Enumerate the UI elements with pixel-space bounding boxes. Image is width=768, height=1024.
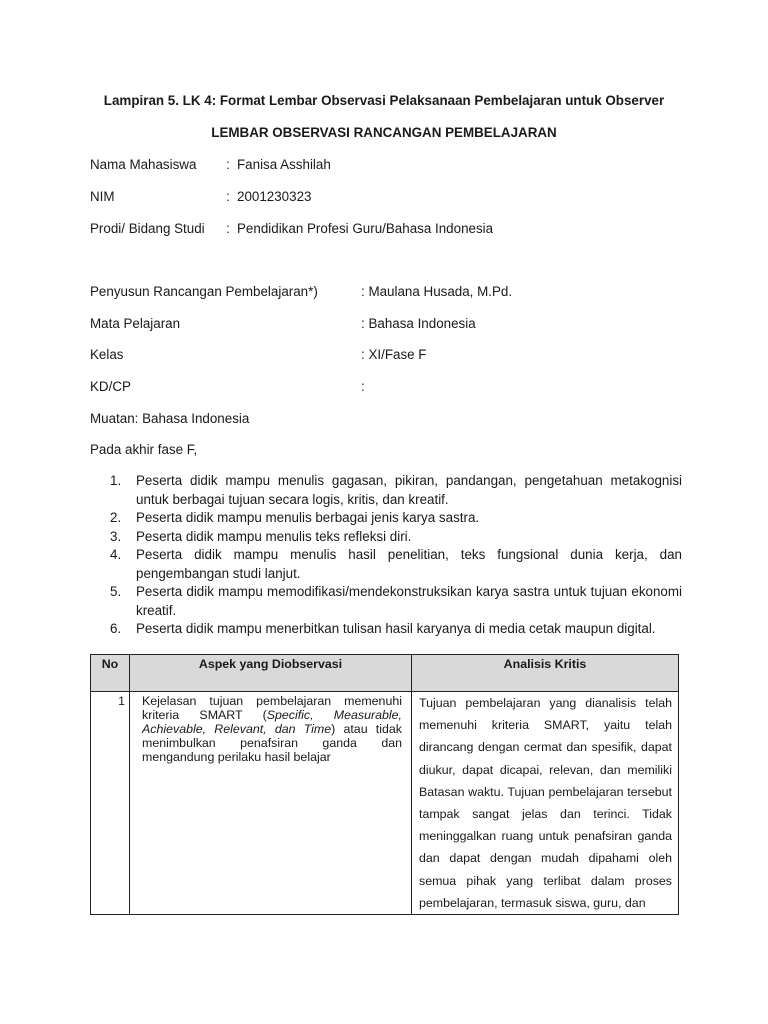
document-heading: Lampiran 5. LK 4: Format Lembar Observasi Pelaksanaan Pembelajaran untuk Observer xyxy=(103,93,665,108)
content-line: Muatan: Bahasa Indonesia xyxy=(90,411,250,426)
list-item xyxy=(110,620,682,639)
colon: : xyxy=(226,157,230,172)
subject-value: : Bahasa Indonesia xyxy=(361,316,476,331)
column-header-no: No xyxy=(91,655,130,692)
list-number: 3. xyxy=(110,528,122,544)
prodi-value: Pendidikan Profesi Guru/Bahasa Indonesia xyxy=(237,221,494,236)
student-name-label: Nama Mahasiswa xyxy=(90,157,197,172)
list-number: 1. xyxy=(110,473,122,488)
outcomes-list xyxy=(110,472,682,639)
author-label: Penyusun Rancangan Pembelajaran*) xyxy=(90,284,318,299)
class-value: : XI/Fase F xyxy=(361,347,427,362)
list-item xyxy=(110,509,682,528)
prodi-label: Prodi/ Bidang Studi xyxy=(90,221,205,236)
form-title: LEMBAR OBSERVASI RANCANGAN PEMBELAJARAN xyxy=(211,125,557,140)
nim-label: NIM xyxy=(90,189,115,204)
list-item xyxy=(110,546,682,583)
colon: : xyxy=(226,221,230,236)
list-number: 6. xyxy=(110,621,122,636)
list-number: 5. xyxy=(110,584,122,599)
list-text: Peserta didik mampu menulis hasil penelitian, teks fungsional dunia kerja, dan pengembangan studi lanjut. xyxy=(136,547,682,581)
list-item xyxy=(110,583,682,620)
phase-intro: Pada akhir fase F, xyxy=(90,442,198,457)
colon: : xyxy=(226,189,230,204)
kdcp-value: : xyxy=(361,379,365,394)
row-number: 1 xyxy=(91,692,130,915)
observation-table xyxy=(90,654,679,915)
critical-analysis: Tujuan pembelajaran yang dianalisis telah memenuhi kriteria SMART, yaitu telah dirancang dengan cermat dan spesifik, dapat diukur, dapat dicapai, relevan, dan memiliki Batasan waktu. Tujuan pembelajaran tersebut tampak sangat jelas dan terinci. Tidak meninggalkan ruang untuk penafsiran ganda dan dapat dengan mudah dipahami oleh semua pihak yang terlibat dalam proses pembelajaran, termasuk siswa, guru, dan xyxy=(412,692,679,915)
list-text: Peserta didik mampu menulis teks refleksi diri. xyxy=(136,528,412,544)
list-item xyxy=(110,528,682,547)
list-number: 2. xyxy=(110,510,122,525)
aspect-text: Kejelasan tujuan pembelajaran memenuhi kriteria SMART ( xyxy=(142,694,402,722)
class-label: Kelas xyxy=(90,347,124,362)
column-header-analysis: Analisis Kritis xyxy=(412,655,679,692)
list-number: 4. xyxy=(110,547,122,562)
list-text: Peserta didik mampu menerbitkan tulisan hasil karyanya di media cetak maupun digital. xyxy=(136,621,656,636)
kdcp-label: KD/CP xyxy=(90,379,131,394)
aspect-italic-text: Specific, Measurable, Achievable, Relevant, dan Time xyxy=(142,708,402,736)
list-text: Peserta didik mampu menulis gagasan, pikiran, pandangan, pengetahuan metakognisi untuk berbagai tujuan secara logis, kritis, dan kreatif. xyxy=(136,473,682,507)
table-row xyxy=(91,692,679,915)
subject-label: Mata Pelajaran xyxy=(90,316,181,331)
list-text: Peserta didik mampu memodifikasi/mendekonstruksikan karya sastra untuk tujuan ekonomi kreatif. xyxy=(136,584,682,618)
student-name-value: Fanisa Asshilah xyxy=(237,157,331,172)
aspect-text: ) atau tidak menimbulkan penafsiran ganda dan mengandung perilaku hasil belajar xyxy=(142,722,402,764)
nim-value: 2001230323 xyxy=(237,189,312,204)
observed-aspect xyxy=(130,692,412,915)
table-header-row xyxy=(91,655,679,692)
list-text: Peserta didik mampu menulis berbagai jenis karya sastra. xyxy=(136,510,480,525)
column-header-aspect: Aspek yang Diobservasi xyxy=(130,655,412,692)
author-value: : Maulana Husada, M.Pd. xyxy=(361,284,513,299)
list-item xyxy=(110,472,682,509)
